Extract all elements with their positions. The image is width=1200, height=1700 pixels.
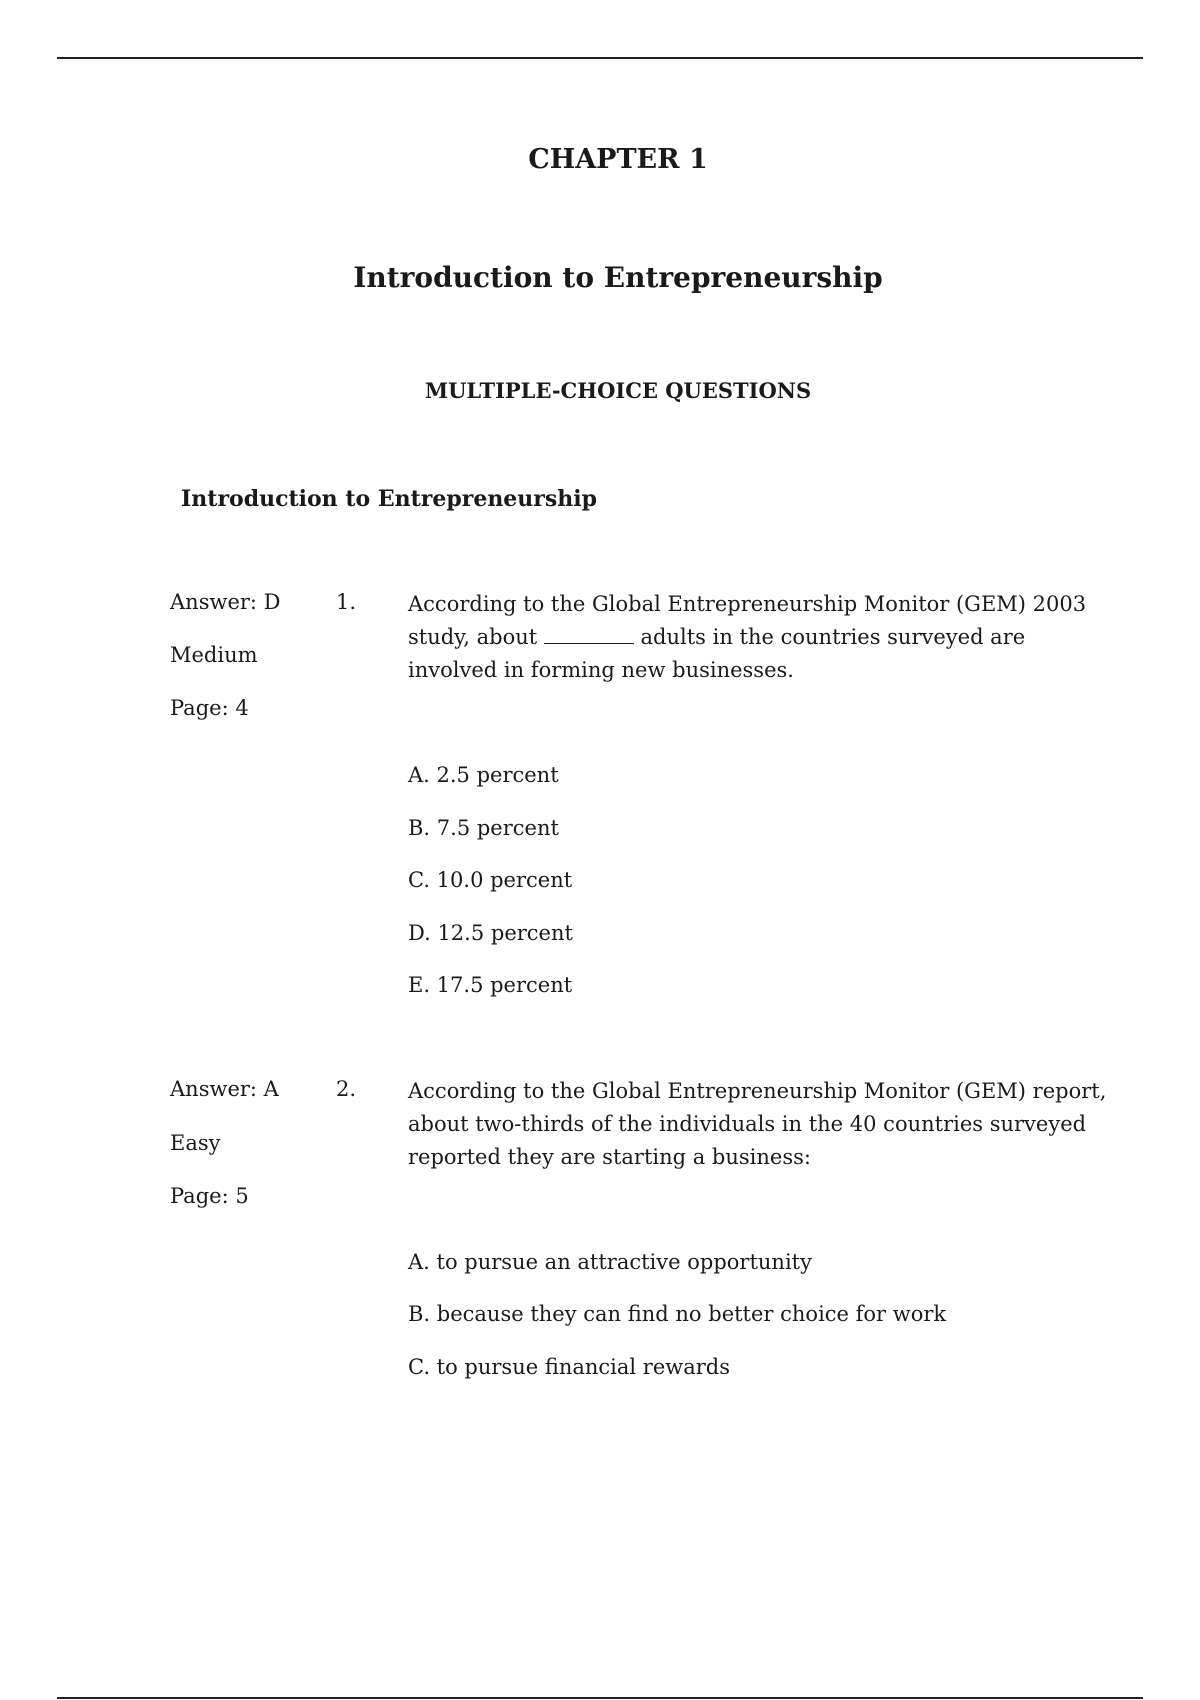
question-1-answer: Answer: D [170,590,281,614]
question-1-difficulty: Medium [170,643,258,667]
question-2-page: Page: 5 [170,1184,249,1208]
question-2-number: 2. [336,1077,357,1101]
section-type-heading: MULTIPLE-CHOICE QUESTIONS [424,378,812,403]
question-1-option-b: B. 7.5 percent [408,816,559,840]
question-2-option-a: A. to pursue an attractive opportunity [408,1250,812,1274]
chapter-title: CHAPTER 1 [528,144,708,175]
question-1-number: 1. [336,590,357,614]
question-2-answer: Answer: A [170,1077,279,1101]
question-1-text-after: adults in the countries surveyed are involved in forming new businesses. [408,625,1026,682]
question-1-text-before: According to the Global Entrepreneurship Monitor (GEM) 2003 study, about [408,592,1087,649]
section-heading: Introduction to Entrepreneurship [181,486,598,512]
question-1-option-a: A. 2.5 percent [408,763,559,787]
question-1-page: Page: 4 [170,696,249,720]
question-1-option-d: D. 12.5 percent [408,921,573,945]
bottom-rule [57,1697,1143,1699]
answer-blank [544,625,634,644]
question-1-text [408,588,1108,687]
question-2-option-c: C. to pursue financial rewards [408,1355,731,1379]
question-1-option-e: E. 17.5 percent [408,973,573,997]
question-2-text: According to the Global Entrepreneurship Monitor (GEM) report, about two-thirds of the individuals in the 40 countries surveyed reported they are starting a business: [408,1079,1107,1169]
page-title: Introduction to Entrepreneurship [353,261,883,294]
top-rule [57,57,1143,59]
question-2-difficulty: Easy [170,1131,221,1155]
question-1-option-c: C. 10.0 percent [408,868,573,892]
question-2-option-b: B. because they can find no better choice for work [408,1302,947,1326]
